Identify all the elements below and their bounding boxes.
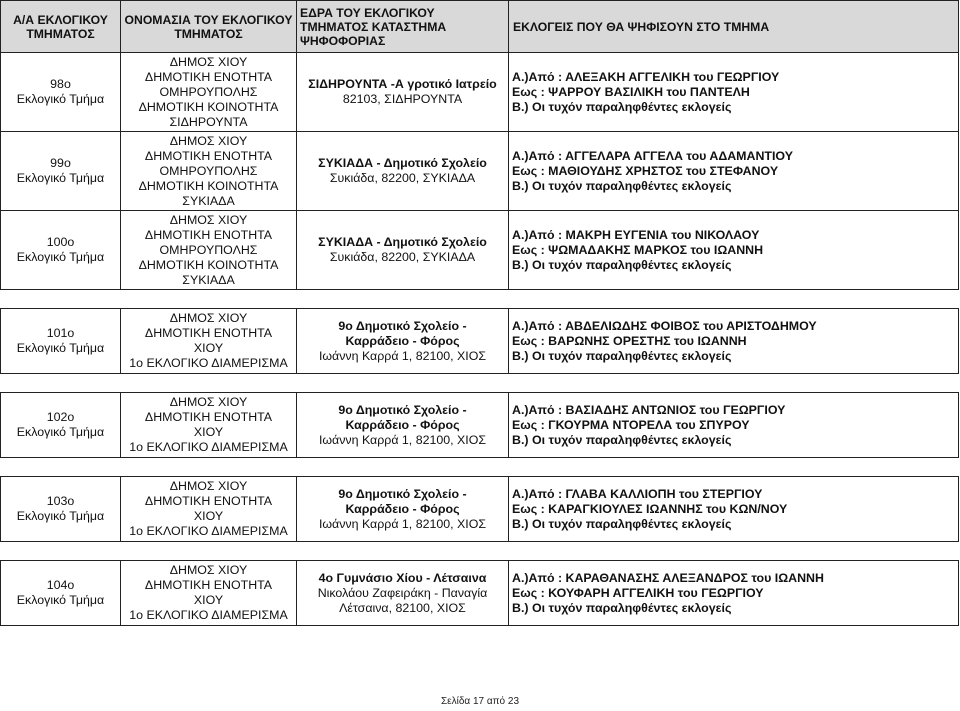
station-name-line: ΔΗΜΟΣ ΧΙΟΥ	[169, 563, 248, 577]
voters-line: Εως : ΒΑΡΩΝΗΣ ΟΡΕΣΤΗΣ του ΙΩΑΝΝΗ	[512, 333, 747, 348]
station-address-line: Ιωάννη Καρρά 1, 82100, ΧΙΟΣ	[318, 516, 487, 531]
station-address-line: 9ο Δημοτικό Σχολείο -	[338, 318, 467, 333]
station-number-cell	[1, 561, 121, 626]
station-name-line: ΔΗΜΟΤΙΚΗ ΚΟΙΝΟΤΗΤΑ	[138, 257, 279, 272]
table-row	[1, 561, 959, 626]
station-number: 99ο	[50, 156, 71, 170]
voters-line: Β.) Οι τυχόν παραληφθέντες εκλογείς	[512, 348, 732, 363]
voters-cell	[509, 53, 959, 132]
station-name-line: ΟΜΗΡΟΥΠΟΛΗΣ	[159, 84, 258, 99]
spacer-cell	[509, 542, 959, 561]
station-name-cell	[121, 132, 297, 211]
station-address-line: ΣΥΚΙΑΔΑ - Δημοτικό Σχολείο	[318, 235, 487, 249]
station-name-line: ΔΗΜΟΣ ΧΙΟΥ	[169, 133, 248, 148]
station-name-line: ΔΗΜΟΤΙΚΗ ΕΝΟΤΗΤΑ	[144, 227, 273, 242]
station-number: 103ο	[46, 494, 75, 508]
voters-line: Α.)Από : ΑΛΕΞΑΚΗ ΑΓΓΕΛΙΚΗ του ΓΕΩΡΓΙΟΥ	[512, 69, 780, 84]
header-station-number: Α/Α ΕΚΛΟΓΙΚΟΥ ΤΜΗΜΑΤΟΣ	[1, 1, 121, 53]
station-number: 102ο	[46, 410, 75, 424]
station-name-line: ΔΗΜΟΤΙΚΗ ΕΝΟΤΗΤΑ	[144, 148, 273, 163]
station-name-line: ΔΗΜΟΣ ΧΙΟΥ	[169, 395, 248, 409]
station-number-cell	[1, 309, 121, 374]
station-address-line: Ιωάννη Καρρά 1, 82100, ΧΙΟΣ	[318, 348, 487, 363]
voters-cell	[509, 477, 959, 542]
voters-line: Α.)Από : ΜΑΚΡΗ ΕΥΓΕΝΙΑ του ΝΙΚΟΛΑΟΥ	[512, 227, 760, 242]
voters-line: Α.)Από : ΑΒΔΕΛΙΩΔΗΣ ΦΟΙΒΟΣ του ΑΡΙΣΤΟΔΗΜΟΥ	[512, 318, 817, 333]
station-label: Εκλογικό Τμήμα	[16, 92, 105, 106]
station-name-line: ΔΗΜΟΣ ΧΙΟΥ	[169, 479, 248, 493]
station-name-line: ΧΙΟΥ	[193, 509, 224, 523]
table-row	[1, 211, 959, 290]
station-name-line: ΧΙΟΥ	[193, 593, 224, 607]
station-number: 104ο	[46, 578, 75, 592]
station-address-cell	[297, 211, 509, 290]
station-name-line: ΔΗΜΟΤΙΚΗ ΕΝΟΤΗΤΑ	[144, 578, 273, 592]
station-address-line: Καρράδειο - Φόρος	[345, 501, 460, 516]
station-name-cell	[121, 393, 297, 458]
station-name-line: ΣΙΔΗΡΟΥΝΤΑ	[169, 114, 248, 129]
station-name-line: 1ο ΕΚΛΟΓΙΚΟ ΔΙΑΜΕΡΙΣΜΑ	[129, 608, 288, 622]
voters-cell	[509, 561, 959, 626]
table-row	[1, 393, 959, 458]
spacer-cell	[121, 458, 297, 477]
voters-line: Β.) Οι τυχόν παραληφθέντες εκλογείς	[512, 99, 732, 114]
voters-line: Εως : ΚΑΡΑΓΚΙΟΥΛΕΣ ΙΩΑΝΝΗΣ του ΚΩΝ/ΝΟΥ	[512, 501, 788, 516]
voters-line: Εως : ΨΩΜΑΔΑΚΗΣ ΜΑΡΚΟΣ του ΙΩΑΝΝΗ	[512, 242, 764, 257]
station-name-line: 1ο ΕΚΛΟΓΙΚΟ ΔΙΑΜΕΡΙΣΜΑ	[129, 440, 288, 454]
station-number-cell	[1, 53, 121, 132]
station-name-line: ΔΗΜΟΤΙΚΗ ΕΝΟΤΗΤΑ	[144, 326, 273, 340]
station-name-cell	[121, 477, 297, 542]
voters-line: Εως : ΓΚΟΥΡΜΑ ΝΤΟΡΕΛΑ του ΣΠΥΡΟΥ	[512, 417, 750, 432]
station-name-line: ΔΗΜΟΤΙΚΗ ΚΟΙΝΟΤΗΤΑ	[138, 99, 279, 114]
station-address-line: Συκιάδα, 82200, ΣΥΚΙΑΔΑ	[329, 171, 476, 185]
spacer-cell	[121, 290, 297, 309]
voters-line: Εως : ΚΟΥΦΑΡΗ ΑΓΓΕΛΙΚΗ του ΓΕΩΡΓΙΟΥ	[512, 585, 764, 600]
station-name-line: 1ο ΕΚΛΟΓΙΚΟ ΔΙΑΜΕΡΙΣΜΑ	[129, 524, 288, 538]
voters-line: Α.)Από : ΓΛΑΒΑ ΚΑΛΛΙΟΠΗ του ΣΤΕΡΓΙΟΥ	[512, 486, 763, 501]
spacer-cell	[297, 374, 509, 393]
spacer-cell	[509, 458, 959, 477]
station-number: 98ο	[50, 77, 71, 91]
station-name-line: ΔΗΜΟΤΙΚΗ ΕΝΟΤΗΤΑ	[144, 494, 273, 508]
station-address-cell	[297, 393, 509, 458]
voters-line: Εως : ΜΑΘΙΟΥΔΗΣ ΧΡΗΣΤΟΣ του ΣΤΕΦΑΝΟΥ	[512, 163, 779, 178]
station-address-cell	[297, 561, 509, 626]
voters-line: Α.)Από : ΚΑΡΑΘΑΝΑΣΗΣ ΑΛΕΞΑΝΔΡΟΣ του ΙΩΑΝΝΗ	[512, 570, 824, 585]
row-spacer	[1, 542, 959, 561]
station-name-line: ΔΗΜΟΣ ΧΙΟΥ	[169, 311, 248, 325]
station-name-line: ΣΥΚΙΑΔΑ	[182, 193, 235, 208]
table-row	[1, 132, 959, 211]
station-name-line: ΔΗΜΟΣ ΧΙΟΥ	[169, 212, 248, 227]
voters-line: Α.)Από : ΑΓΓΕΛΑΡΑ ΑΓΓΕΛΑ του ΑΔΑΜΑΝΤΙΟΥ	[512, 148, 793, 163]
spacer-cell	[1, 290, 121, 309]
station-address-line: ΣΥΚΙΑΔΑ - Δημοτικό Σχολείο	[318, 156, 487, 170]
voters-cell	[509, 393, 959, 458]
voters-line: Β.) Οι τυχόν παραληφθέντες εκλογείς	[512, 600, 732, 615]
station-name-cell	[121, 53, 297, 132]
station-address-line: Ιωάννη Καρρά 1, 82100, ΧΙΟΣ	[318, 432, 487, 447]
spacer-cell	[297, 290, 509, 309]
row-spacer	[1, 374, 959, 393]
station-label: Εκλογικό Τμήμα	[16, 341, 105, 355]
spacer-cell	[297, 542, 509, 561]
voters-cell	[509, 132, 959, 211]
voters-line: Β.) Οι τυχόν παραληφθέντες εκλογείς	[512, 178, 732, 193]
station-number-cell	[1, 477, 121, 542]
station-address-cell	[297, 309, 509, 374]
station-name-line: ΔΗΜΟΤΙΚΗ ΕΝΟΤΗΤΑ	[144, 410, 273, 424]
station-address-cell	[297, 132, 509, 211]
table-row	[1, 53, 959, 132]
station-address-line: Συκιάδα, 82200, ΣΥΚΙΑΔΑ	[329, 250, 476, 264]
spacer-cell	[509, 290, 959, 309]
spacer-cell	[1, 458, 121, 477]
voters-line: Α.)Από : ΒΑΣΙΑΔΗΣ ΑΝΤΩΝΙΟΣ του ΓΕΩΡΓΙΟΥ	[512, 402, 786, 417]
station-number: 101ο	[46, 326, 75, 340]
spacer-cell	[1, 542, 121, 561]
station-name-cell	[121, 561, 297, 626]
station-name-line: ΟΜΗΡΟΥΠΟΛΗΣ	[159, 163, 258, 178]
station-label: Εκλογικό Τμήμα	[16, 171, 105, 185]
station-address-line: Λέτσαινα, 82100, ΧΙΟΣ	[339, 600, 466, 615]
station-name-line: ΔΗΜΟΣ ΧΙΟΥ	[169, 54, 248, 69]
table-header-row	[1, 1, 959, 53]
header-station-address: ΕΔΡΑ ΤΟΥ ΕΚΛΟΓΙΚΟΥ ΤΜΗΜΑΤΟΣ ΚΑΤΑΣΤΗΜΑ ΨΗΦΟΦΟΡΙΑΣ	[297, 1, 509, 53]
station-address-line: 4ο Γυμνάσιο Χίου - Λέτσαινα	[318, 570, 487, 585]
voters-cell	[509, 309, 959, 374]
station-address-line: Καρράδειο - Φόρος	[345, 333, 460, 348]
station-name-line: ΧΙΟΥ	[193, 341, 224, 355]
station-number-cell	[1, 393, 121, 458]
table-row	[1, 477, 959, 542]
table-row	[1, 309, 959, 374]
station-address-line: 82103, ΣΙΔΗΡΟΥΝΤΑ	[342, 92, 463, 106]
station-address-cell	[297, 53, 509, 132]
station-name-cell	[121, 211, 297, 290]
voters-line: Β.) Οι τυχόν παραληφθέντες εκλογείς	[512, 432, 732, 447]
page-footer: Σελίδα 17 από 23	[440, 696, 520, 707]
station-address-line: Καρράδειο - Φόρος	[345, 417, 460, 432]
station-label: Εκλογικό Τμήμα	[16, 425, 105, 439]
station-name-line: ΣΥΚΙΑΔΑ	[182, 272, 235, 287]
station-label: Εκλογικό Τμήμα	[16, 250, 105, 264]
station-name-line: ΔΗΜΟΤΙΚΗ ΚΟΙΝΟΤΗΤΑ	[138, 178, 279, 193]
station-number: 100ο	[46, 235, 75, 249]
station-address-line: 9ο Δημοτικό Σχολείο -	[338, 486, 467, 501]
station-address-cell	[297, 477, 509, 542]
station-address-line: 9ο Δημοτικό Σχολείο -	[338, 402, 467, 417]
station-name-line: 1ο ΕΚΛΟΓΙΚΟ ΔΙΑΜΕΡΙΣΜΑ	[129, 356, 288, 370]
station-address-line: Νικολάου Ζαφειράκη - Παναγία	[317, 585, 488, 600]
spacer-cell	[121, 374, 297, 393]
voters-line: Β.) Οι τυχόν παραληφθέντες εκλογείς	[512, 257, 732, 272]
station-number-cell	[1, 211, 121, 290]
station-name-line: ΔΗΜΟΤΙΚΗ ΕΝΟΤΗΤΑ	[144, 69, 273, 84]
station-name-line: ΧΙΟΥ	[193, 425, 224, 439]
spacer-cell	[1, 374, 121, 393]
station-name-line: ΟΜΗΡΟΥΠΟΛΗΣ	[159, 242, 258, 257]
station-label: Εκλογικό Τμήμα	[16, 509, 105, 523]
station-number-cell	[1, 132, 121, 211]
row-spacer	[1, 458, 959, 477]
station-name-cell	[121, 309, 297, 374]
header-station-name: ΟΝΟΜΑΣΙΑ ΤΟΥ ΕΚΛΟΓΙΚΟΥ ΤΜΗΜΑΤΟΣ	[121, 1, 297, 53]
spacer-cell	[121, 542, 297, 561]
spacer-cell	[509, 374, 959, 393]
voters-line: Β.) Οι τυχόν παραληφθέντες εκλογείς	[512, 516, 732, 531]
voters-line: Εως : ΨΑΡΡΟΥ ΒΑΣΙΛΙΚΗ του ΠΑΝΤΕΛΗ	[512, 84, 750, 99]
station-address-line: ΣΙΔΗΡΟΥΝΤΑ -Α γροτικό Ιατρείο	[308, 77, 497, 91]
header-voters: ΕΚΛΟΓΕΙΣ ΠΟΥ ΘΑ ΨΗΦΙΣΟΥΝ ΣΤΟ ΤΜΗΜΑ	[509, 1, 959, 53]
row-spacer	[1, 290, 959, 309]
station-label: Εκλογικό Τμήμα	[16, 593, 105, 607]
spacer-cell	[297, 458, 509, 477]
voters-cell	[509, 211, 959, 290]
